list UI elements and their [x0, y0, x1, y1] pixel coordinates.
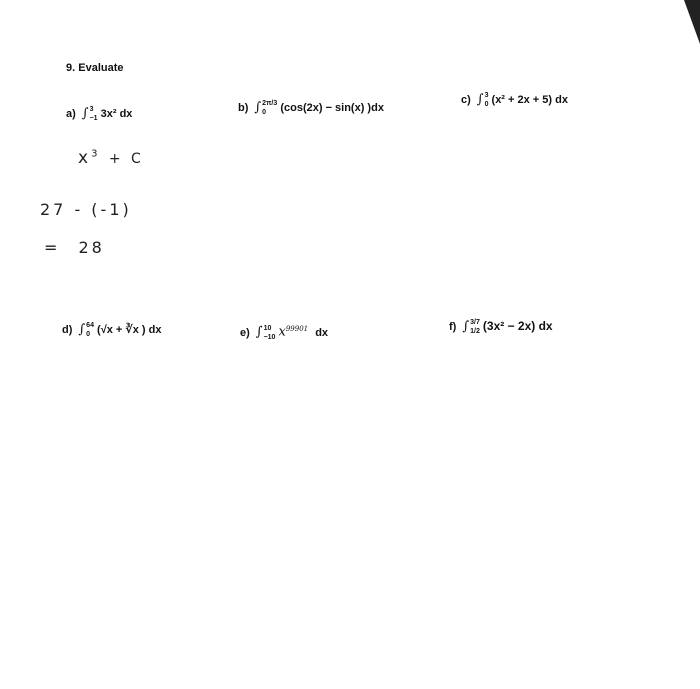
problem-label: e) — [240, 326, 250, 339]
integral-limits: 3 −1 — [89, 106, 98, 122]
integrand: 3x² dx — [100, 107, 133, 120]
question-heading — [66, 62, 124, 74]
integral-sign: ∫ — [78, 321, 86, 337]
integral-limits: 64 0 — [86, 322, 94, 338]
integrand: (3x² − 2x) dx — [482, 319, 553, 333]
integral-sign: ∫ — [255, 324, 263, 340]
problem-d — [62, 322, 161, 338]
integral-limits: 3 0 — [484, 92, 489, 108]
problem-label: f) — [449, 321, 457, 333]
problem-c — [461, 92, 568, 108]
integral-sign: ∫ — [81, 105, 89, 121]
integral-limits: 2π/3 0 — [262, 100, 278, 116]
problem-a — [66, 106, 132, 122]
handwritten-evaluation: 27 - (-1) — [40, 200, 132, 219]
problem-f — [449, 319, 553, 335]
integral-sign: ∫ — [476, 91, 484, 107]
integral-sign: ∫ — [254, 99, 262, 115]
problem-b — [238, 100, 384, 116]
integrand: (√x + ∛x ) dx — [97, 323, 162, 336]
question-number: 9. — [66, 62, 76, 74]
question-title: Evaluate — [78, 62, 124, 74]
problem-e — [240, 322, 328, 341]
integral-limits: 3/7 1/2 — [470, 319, 480, 336]
integrand: (cos(2x) − sin(x) )dx — [280, 101, 384, 114]
handwritten-antiderivative: $x^3 + C$ — [78, 148, 144, 168]
problem-label: a) — [66, 107, 76, 120]
problem-label: c) — [461, 93, 471, 106]
integrand-base: x — [278, 324, 286, 340]
handwritten-result: = 28 — [44, 238, 105, 257]
integrand-differential: dx — [315, 326, 329, 339]
integrand-exponent: 99901 — [285, 325, 309, 333]
integral-limits: 10 −10 — [263, 324, 276, 341]
problem-label: b) — [238, 101, 249, 114]
integral-sign: ∫ — [462, 319, 470, 334]
problem-label: d) — [62, 323, 73, 336]
page-edge — [680, 0, 700, 60]
integrand: (x² + 2x + 5) dx — [491, 93, 568, 106]
